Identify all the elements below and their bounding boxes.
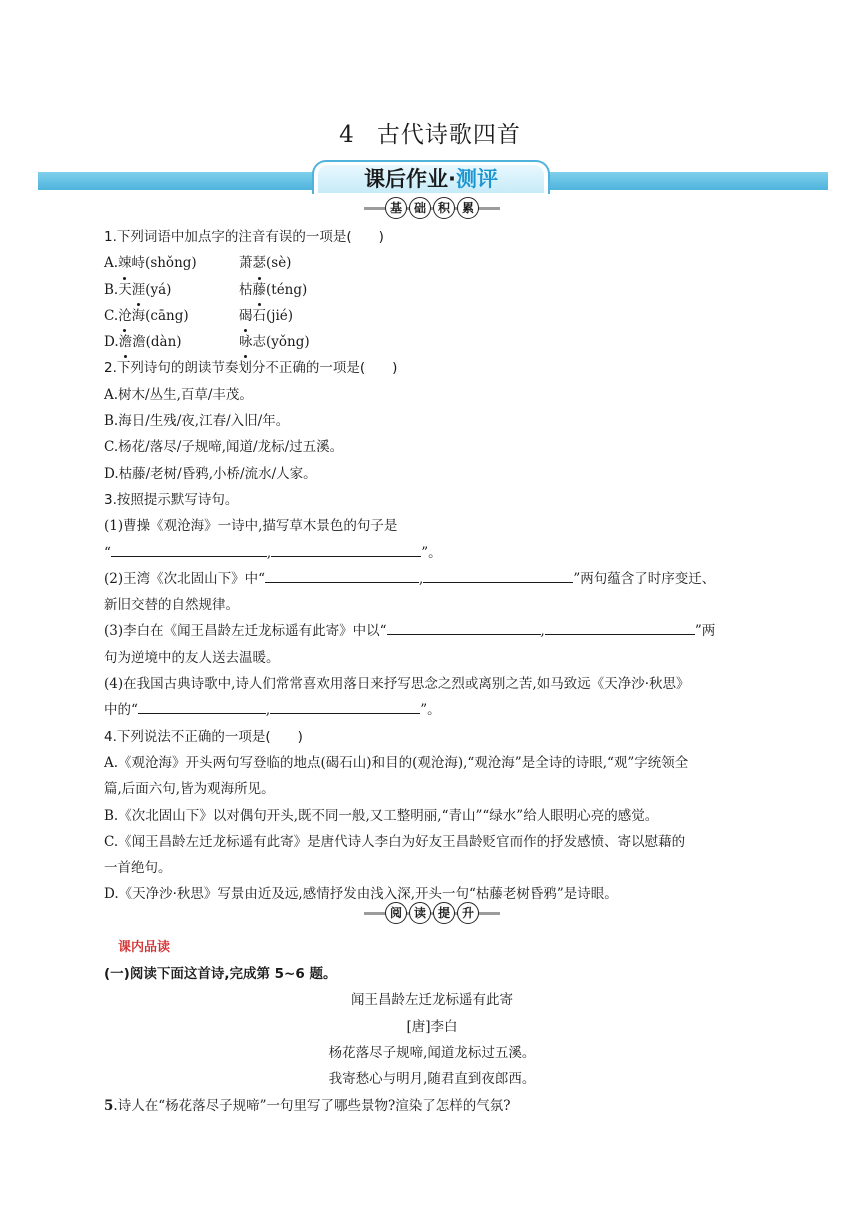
- q4-option-a-line1: A.《观沧海》开头两句写登临的地点(碣石山)和目的(观沧海),“观沧海”是全诗的诗眼,“观”字统领全: [104, 754, 689, 771]
- q4-stem: 4.下列说法不正确的一项是( ): [104, 728, 303, 745]
- section-char: 升: [457, 902, 479, 924]
- answer-blank[interactable]: [271, 540, 421, 557]
- section-char: 基: [385, 197, 407, 219]
- answer-blank[interactable]: [270, 697, 420, 714]
- q1-option-a: A.竦峙(shǒng) 萧瑟(sè): [104, 250, 760, 276]
- section-char: 础: [409, 197, 431, 219]
- q3-part2-line1: (2)王湾《次北固山下》中“ , ”两句蕴含了时序变迁、: [104, 566, 760, 592]
- q3-stem: 3.按照提示默写诗句。: [104, 491, 239, 508]
- q4-option-c-line2: 一首绝句。: [104, 860, 172, 877]
- q1-option-c: C.沧海(cāng) 碣石(jié): [104, 303, 760, 329]
- lesson-title: 古代诗歌四首: [376, 122, 521, 148]
- q3-part4-line1: (4)在我国古典诗歌中,诗人们常常喜欢用落日来抒写思念之烈或离别之苦,如马致远《天净沙·秋思》: [104, 676, 690, 693]
- q1-option-d: D.澹澹(dàn) 咏志(yǒng): [104, 329, 760, 355]
- section-char: 提: [433, 902, 455, 924]
- q3-part2-line2: 新旧交替的自然规律。: [104, 597, 239, 614]
- banner-part1: 课后作业: [364, 167, 448, 191]
- section-char: 阅: [385, 902, 407, 924]
- q4-option-d: D.《天净沙·秋思》写景由近及远,感情抒发由浅入深,开头一句“枯藤老树昏鸦”是诗眼。: [104, 886, 618, 903]
- q3-part3-line2: 句为逆境中的友人送去温暖。: [104, 649, 280, 666]
- poem-line-2: 我寄愁心与明月,随君直到夜郎西。: [328, 1071, 536, 1088]
- poem-line-1: 杨花落尽子规啼,闻道龙标过五溪。: [328, 1044, 536, 1061]
- answer-blank[interactable]: [545, 618, 695, 635]
- q4-option-b: B.《次北固山下》以对偶句开头,既不同一般,又工整明丽,“青山”“绿水”给人眼明心亮的感觉。: [104, 807, 659, 824]
- q3-part1-line1: (1)曹操《观沧海》一诗中,描写草木景色的句子是: [104, 518, 398, 535]
- banner-title: [318, 165, 544, 193]
- answer-blank[interactable]: [138, 697, 266, 714]
- lesson-number: 4: [339, 122, 355, 148]
- section-char: 积: [433, 197, 455, 219]
- banner-part2: 测评: [455, 167, 498, 191]
- q1-stem: 1.下列词语中加点字的注音有误的一项是( ): [104, 229, 384, 245]
- q2-option-b: B.海日/生残/夜,江春/入旧/年。: [104, 413, 290, 430]
- q3-part4-line2: 中的“ , ”。: [104, 697, 760, 723]
- q4-option-c-line1: C.《闻王昌龄左迁龙标遥有此寄》是唐代诗人李白为好友王昌龄贬官而作的抒发感愤、寄以慰藉的: [104, 833, 686, 850]
- q1-option-b: B.天涯(yá) 枯藤(téng): [104, 277, 760, 303]
- poem-author: [唐]李白: [406, 1018, 458, 1035]
- poem-title: 闻王昌龄左迁龙标遥有此寄: [351, 992, 513, 1009]
- section-tag-reading: [364, 902, 500, 924]
- q2-option-a: A.树木/丛生,百草/丰茂。: [104, 386, 253, 403]
- q2-option-c: C.杨花/落尽/子规啼,闻道/龙标/过五溪。: [104, 439, 344, 456]
- q5-question: 5.诗人在“杨花落尽子规啼”一句里写了哪些景物?渲染了怎样的气氛?: [104, 1097, 511, 1114]
- section-tag-basics: [364, 197, 500, 219]
- q2-stem: 2.下列诗句的朗读节奏划分不正确的一项是( ): [104, 360, 398, 377]
- banner-dot: ·: [448, 167, 456, 191]
- reading-subhead: 课内品读: [118, 939, 171, 955]
- section-char: 读: [409, 902, 431, 924]
- q3-part1-line2: “ , ”。: [104, 540, 760, 566]
- reading-instruction: (一)阅读下面这首诗,完成第 5~6 题。: [104, 966, 337, 983]
- answer-blank[interactable]: [423, 566, 573, 583]
- answer-blank[interactable]: [265, 566, 419, 583]
- exercise-content: [104, 224, 760, 1119]
- q2-option-d: D.枯藤/老树/昏鸦,小桥/流水/人家。: [104, 465, 317, 482]
- q4-option-a-line2: 篇,后面六句,皆为观海所见。: [104, 781, 275, 798]
- answer-blank[interactable]: [111, 540, 267, 557]
- q3-part3-line1: (3)李白在《闻王昌龄左迁龙标遥有此寄》中以“ , ”两: [104, 618, 760, 644]
- page-title: [0, 116, 860, 149]
- answer-blank[interactable]: [387, 618, 541, 635]
- section-char: 累: [457, 197, 479, 219]
